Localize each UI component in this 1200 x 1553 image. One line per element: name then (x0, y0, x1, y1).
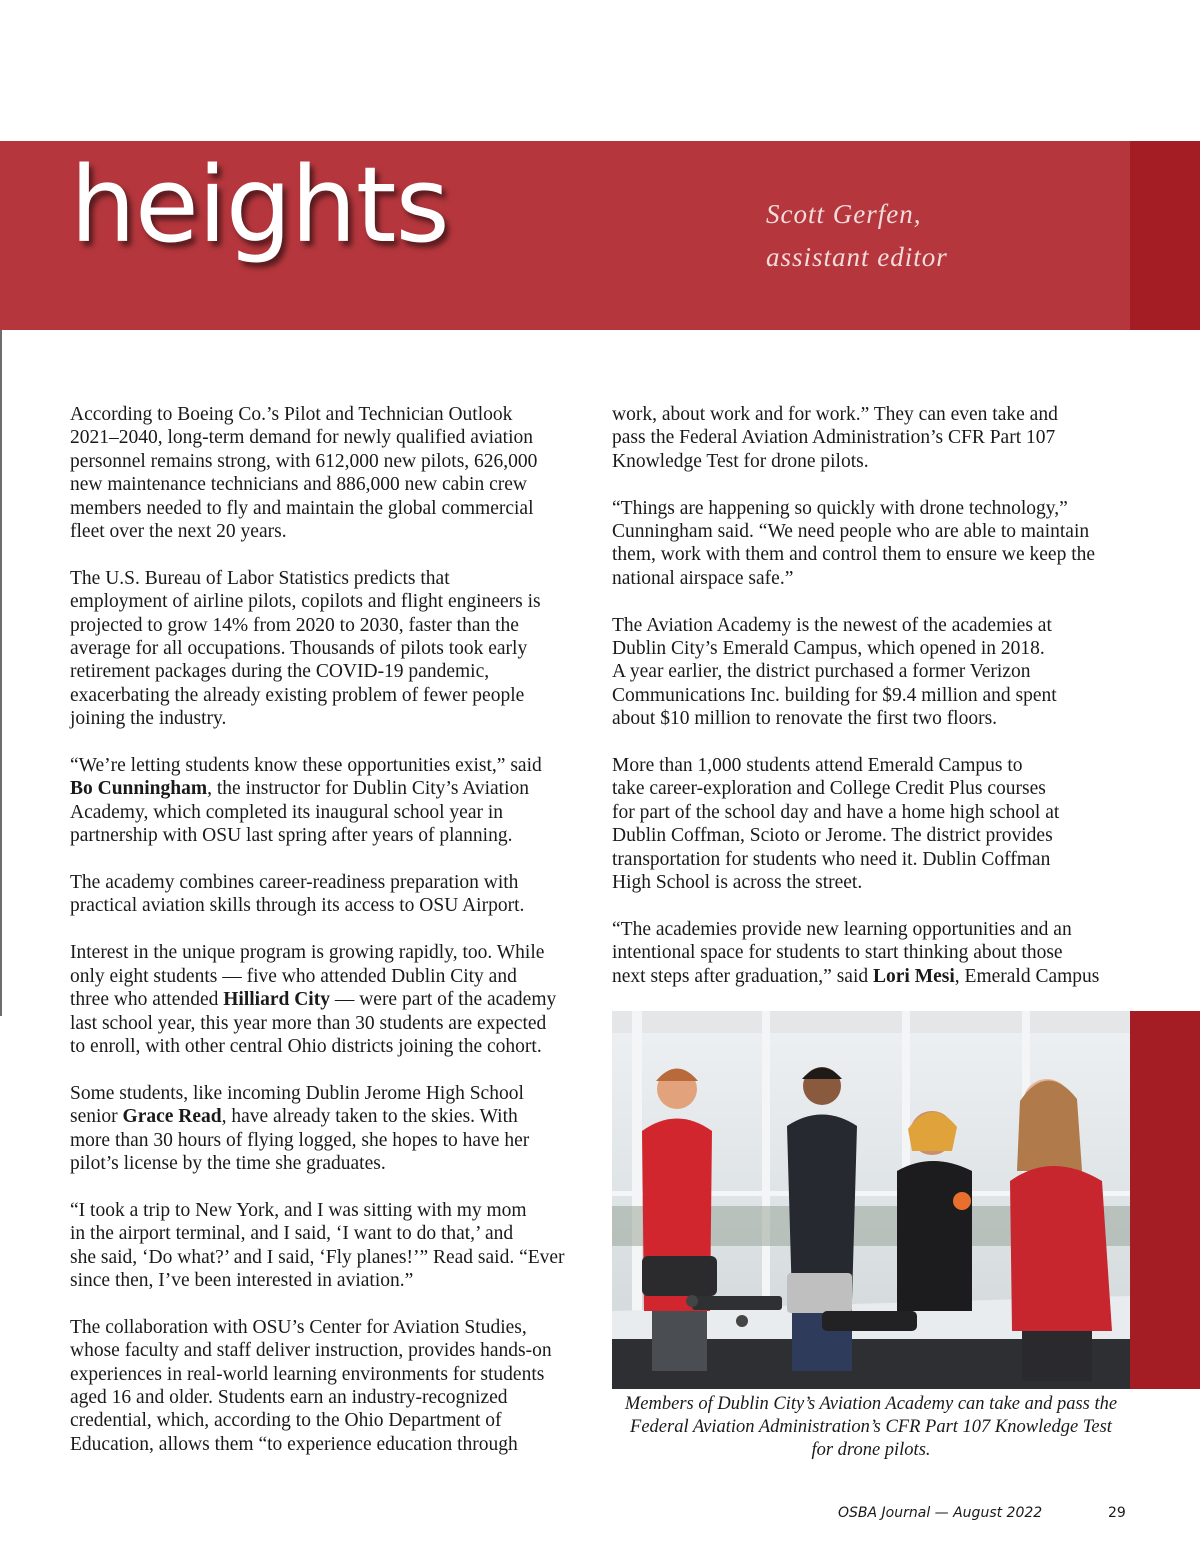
text-line: Some students, like incoming Dublin Jerome High School (70, 1082, 524, 1104)
text-line: only eight students — five who attended Dublin City and (70, 965, 517, 987)
article-photo (612, 1011, 1130, 1389)
caption-line: Members of Dublin City’s Aviation Academy can take and pass the (624, 1394, 1118, 1414)
photo-students-drones (612, 1011, 1130, 1389)
text-line: exacerbating the already existing problem of fewer people (70, 684, 525, 706)
page-number: 29 (1108, 1505, 1126, 1521)
text-line: 2021–2040, long-term demand for newly qualified aviation (70, 427, 534, 449)
text-line: “The academies provide new learning opportunities and an (612, 918, 1072, 940)
text-line: aged 16 and older. Students earn an industry-recognized (70, 1386, 508, 1408)
text-line: about $10 million to renovate the first two floors. (612, 708, 998, 730)
text-line: for part of the school day and have a home high school at (612, 801, 1060, 823)
caption-line: for drone pilots. (811, 1440, 931, 1460)
article-paragraph (70, 403, 590, 543)
text-line: transportation for students who need it. Dublin Coffman (612, 848, 1051, 870)
byline (766, 193, 948, 279)
text-line: The U.S. Bureau of Labor Statistics predicts that (70, 567, 450, 589)
text-line: More than 1,000 students attend Emerald Campus to (612, 755, 1023, 777)
article-paragraph (70, 1082, 590, 1176)
byline-author: Scott Gerfen, (766, 199, 922, 229)
article-paragraph (70, 1316, 590, 1456)
text-line: personnel remains strong, with 612,000 new pilots, 626,000 (70, 450, 538, 472)
article-title: heights (70, 144, 449, 266)
article-paragraph (70, 1199, 590, 1293)
text-line: them, work with them and control them to ensure we keep the (612, 544, 1096, 566)
text-line: projected to grow 14% from 2020 to 2030, faster than the (70, 614, 519, 636)
caption-line: Federal Aviation Administration’s CFR Part 107 Knowledge Test (630, 1417, 1112, 1437)
text-line: in the airport terminal, and I said, ‘I want to do that,’ and (70, 1223, 514, 1245)
text-line: Communications Inc. building for $9.4 million and spent (612, 684, 1057, 706)
text-line: The collaboration with OSU’s Center for Aviation Studies, (70, 1316, 527, 1338)
article-paragraph (70, 941, 590, 1058)
text-line: national airspace safe.” (612, 567, 794, 589)
text-line: last school year, this year more than 30 students are expected (70, 1012, 547, 1034)
header-accent-tab (1130, 141, 1200, 330)
text-line: senior Grace Read, have already taken to the skies. With (70, 1106, 518, 1128)
text-line: fleet over the next 20 years. (70, 521, 287, 543)
text-line: Cunningham said. “We need people who are able to maintain (612, 521, 1090, 543)
text-line: “Things are happening so quickly with drone technology,” (612, 497, 1068, 519)
text-line: Academy, which completed its inaugural school year in (70, 801, 504, 823)
article-column-right (612, 403, 1132, 1011)
photo-caption (612, 1393, 1130, 1462)
text-line: Dublin Coffman, Scioto or Jerome. The district provides (612, 825, 1053, 847)
text-line: credential, which, according to the Ohio Department of (70, 1410, 502, 1432)
text-line: Dublin City’s Emerald Campus, which opened in 2018. (612, 638, 1045, 660)
text-line: experiences in real-world learning environments for students (70, 1363, 545, 1385)
text-line: employment of airline pilots, copilots and flight engineers is (70, 591, 541, 613)
text-line: Bo Cunningham, the instructor for Dublin City’s Aviation (70, 778, 530, 800)
text-line: retirement packages during the COVID-19 pandemic, (70, 661, 490, 683)
person-name-bold: Hilliard City (223, 989, 330, 1011)
person-name-bold: Lori Mesi (873, 965, 955, 987)
text-line: practical aviation skills through its access to OSU Airport. (70, 895, 525, 917)
text-line: next steps after graduation,” said Lori Mesi, Emerald Campus (612, 965, 1100, 987)
text-line: The Aviation Academy is the newest of the academies at (612, 614, 1052, 636)
article-paragraph (70, 871, 590, 918)
text-line: whose faculty and staff deliver instruction, provides hands-on (70, 1340, 552, 1362)
article-paragraph (612, 754, 1132, 894)
text-line: take career-exploration and College Credit Plus courses (612, 778, 1046, 800)
text-line: “I took a trip to New York, and I was sitting with my mom (70, 1199, 527, 1221)
text-line: According to Boeing Co.’s Pilot and Technician Outlook (70, 404, 513, 425)
person-name-bold: Bo Cunningham (70, 778, 208, 800)
text-line: three who attended Hilliard City — were part of the academy (70, 989, 557, 1011)
footer-journal-name: OSBA Journal — August 2022 (838, 1505, 1043, 1521)
text-line: The academy combines career-readiness preparation with (70, 872, 519, 894)
text-line: joining the industry. (70, 708, 227, 730)
article-paragraph (612, 614, 1132, 731)
article-paragraph (70, 754, 590, 848)
article-paragraph (612, 403, 1132, 473)
text-line: Knowledge Test for drone pilots. (612, 450, 869, 472)
text-line: to enroll, with other central Ohio districts joining the cohort. (70, 1035, 542, 1057)
article-paragraph (612, 918, 1132, 988)
text-line: A year earlier, the district purchased a former Verizon (612, 661, 1031, 683)
person-name-bold: Grace Read (122, 1106, 222, 1128)
text-line: new maintenance technicians and 886,000 new cabin crew (70, 474, 527, 496)
article-paragraph (70, 567, 590, 731)
text-line: partnership with OSU last spring after years of planning. (70, 825, 513, 847)
text-line: Interest in the unique program is growing rapidly, too. While (70, 942, 545, 964)
text-line: she said, ‘Do what?’ and I said, ‘Fly planes!’” Read said. “Ever (70, 1246, 565, 1268)
article-column-left (70, 403, 590, 1480)
text-line: “We’re letting students know these opportunities exist,” said (70, 755, 542, 777)
text-line: since then, I’ve been interested in aviation.” (70, 1269, 414, 1291)
page-edge-line (0, 330, 2, 1016)
article-paragraph (612, 497, 1132, 591)
byline-role: assistant editor (766, 242, 948, 272)
text-line: more than 30 hours of flying logged, she hopes to have her (70, 1129, 530, 1151)
text-line: High School is across the street. (612, 872, 863, 894)
text-line: average for all occupations. Thousands of pilots took early (70, 638, 528, 660)
text-line: intentional space for students to start thinking about those (612, 942, 1063, 964)
text-line: pass the Federal Aviation Administration’s CFR Part 107 (612, 427, 1056, 449)
text-line: members needed to fly and maintain the global commercial (70, 497, 534, 519)
text-line: pilot’s license by the time she graduates. (70, 1152, 386, 1174)
text-line: work, about work and for work.” They can even take and (612, 404, 1058, 425)
photo-accent-tab (1130, 1011, 1200, 1389)
text-line: Education, allows them “to experience education through (70, 1433, 518, 1455)
